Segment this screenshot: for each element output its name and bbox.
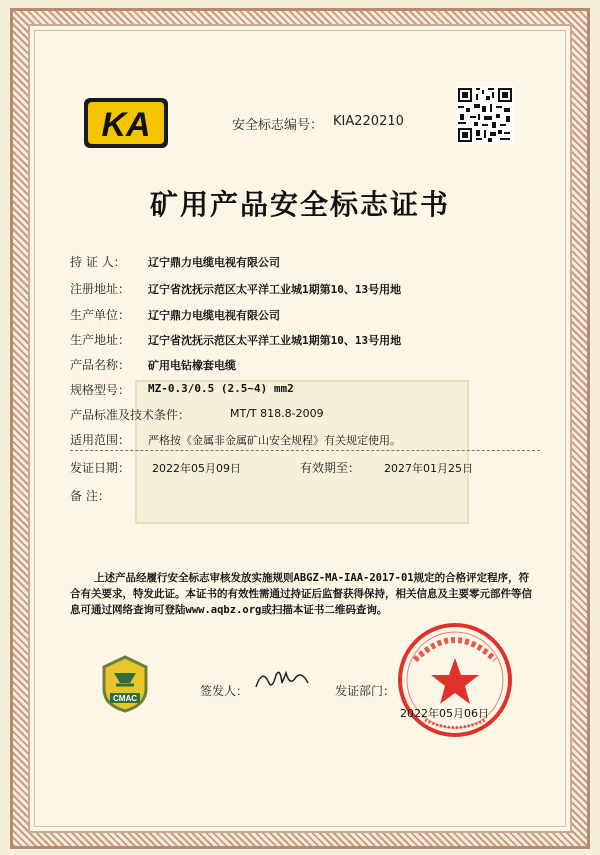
model-value: MZ-0.3/0.5 (2.5~4) mm2	[148, 382, 294, 395]
cmac-text: CMAC	[113, 694, 137, 703]
holder-value: 辽宁鼎力电缆电视有限公司	[148, 256, 280, 269]
reg-address-label: 注册地址：	[70, 282, 131, 296]
scope-value: 严格按《金属非金属矿山安全规程》有关规定使用。	[148, 434, 401, 447]
cmac-logo	[100, 655, 150, 713]
producer-label: 生产单位：	[70, 308, 131, 322]
product-name-label: 产品名称：	[70, 358, 131, 372]
issue-date-label: 发证日期：	[70, 461, 131, 475]
signature	[252, 665, 312, 695]
divider	[70, 450, 540, 451]
serial-label: 安全标志编号：	[232, 118, 324, 133]
ka-logo	[84, 98, 168, 148]
official-seal	[395, 620, 515, 740]
dept-label: 发证部门：	[335, 684, 396, 698]
certificate-notice: 上述产品经履行安全标志审核发放实施规则ABGZ-MA-IAA-2017-01规定的合格评定程序，符合有关要求，特发此证。本证书的有效性需通过持证后监督获得保持，相关信息及主要零元部件等信息可通过网络查询可登陆www.aqbz.org或扫描本证书二维码查询。	[70, 572, 532, 616]
holder-label: 持 证 人：	[70, 255, 126, 269]
standard-label: 产品标准及技术条件：	[70, 408, 191, 422]
issue-date-value: 2022年05月09日	[152, 462, 241, 475]
model-label: 规格型号：	[70, 383, 131, 397]
background-watermark	[135, 380, 469, 524]
product-name-value: 矿用电钻橡套电缆	[148, 359, 236, 372]
serial-number: KIA220210	[333, 114, 404, 129]
prod-address-value: 辽宁省沈抚示范区太平洋工业城1期第10、13号用地	[148, 334, 402, 347]
qr-code[interactable]	[456, 86, 514, 144]
certificate-title: 矿用产品安全标志证书	[149, 188, 450, 221]
prod-address-label: 生产地址：	[70, 333, 131, 347]
remarks-label: 备 注：	[70, 489, 110, 503]
scope-label: 适用范围：	[70, 433, 131, 447]
standard-value: MT/T 818.8-2009	[230, 407, 324, 420]
seal-date: 2022年05月06日	[400, 707, 489, 720]
ka-logo-text: KA	[101, 106, 151, 144]
producer-value: 辽宁鼎力电缆电视有限公司	[148, 309, 280, 322]
signer-label: 签发人：	[200, 684, 249, 698]
valid-until-value: 2027年01月25日	[384, 462, 473, 475]
valid-until-label: 有效期至：	[300, 461, 361, 475]
reg-address-value: 辽宁省沈抚示范区太平洋工业城1期第10、13号用地	[148, 283, 402, 296]
